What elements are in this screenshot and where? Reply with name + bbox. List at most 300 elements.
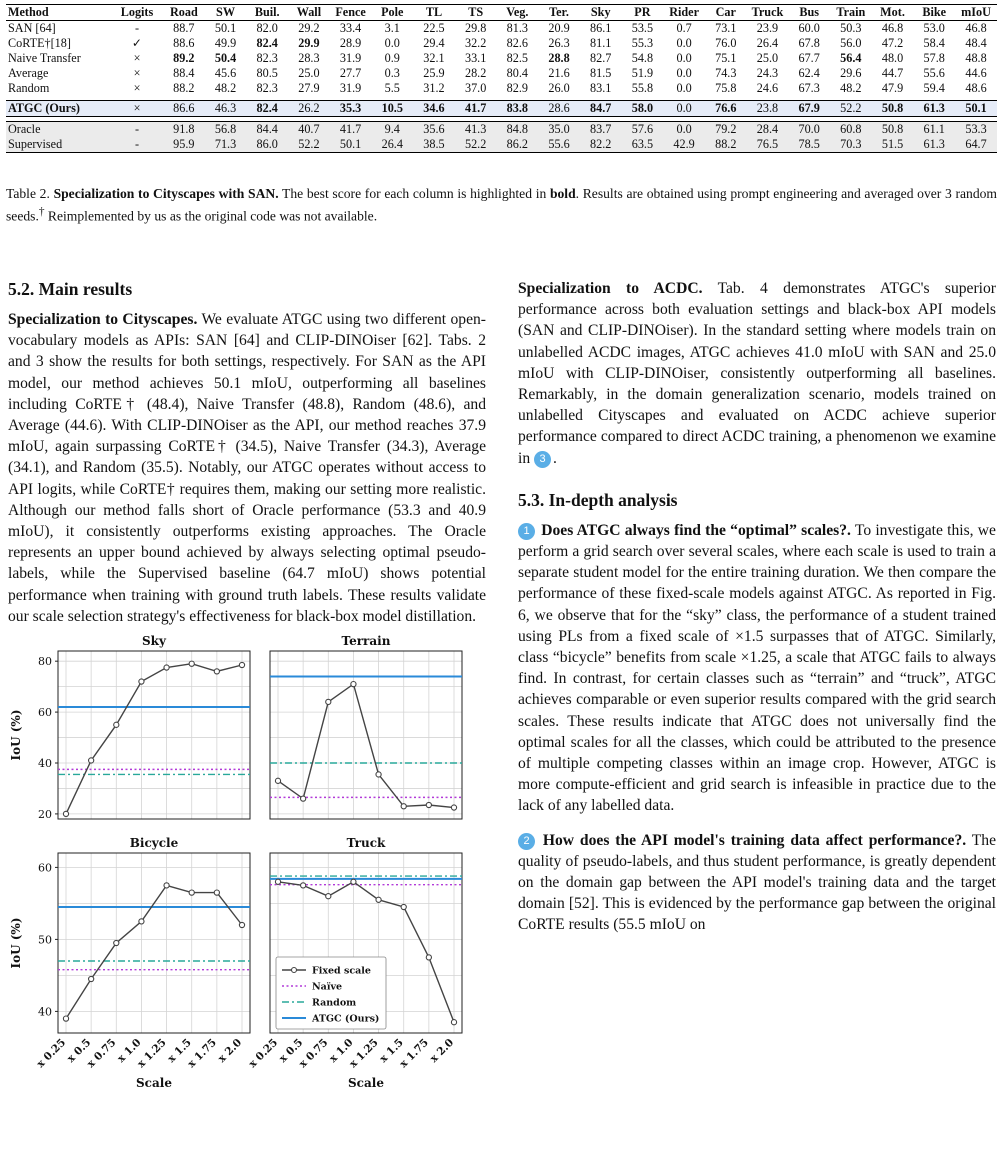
data-point [214,669,219,674]
x-tick-label: x 1.75 [397,1036,431,1071]
table-cell: 28.8 [548,51,570,65]
paragraph-title-acdc: Specialization to ACDC. [518,280,703,297]
column-header: Car [715,5,736,19]
column-header: Sky [590,5,611,19]
table-cell: 67.9 [788,101,830,117]
section-heading-main-results: 5.2. Main results [8,279,133,299]
results-table [6,4,997,153]
table-cell: 29.4 [423,36,445,50]
column-header: SW [216,5,236,19]
table-cell: 82.6 [506,36,528,50]
table-cell: - [111,137,163,153]
x-tick-label: x 1.5 [377,1036,406,1066]
column-header: Veg. [506,5,529,19]
table-cell: 81.3 [506,21,528,35]
table-cell: 29.8 [464,21,487,35]
data-point [326,894,331,899]
question-title-2: How does the API model's training data affect performance?. [542,831,967,849]
table-row [6,66,997,81]
table-cell: 84.4 [246,122,288,138]
table-cell: 28.6 [538,101,580,117]
figure-6-svg [4,627,490,1162]
row-label: Oracle [6,122,111,138]
x-tick-label: x 0.25 [246,1036,281,1071]
table-cell: 47.2 [881,36,904,50]
column-header: TL [425,5,443,19]
table-cell: 84.7 [580,101,622,117]
y-axis-label: IoU (%) [9,709,23,761]
table-cell: 67.7 [798,51,820,65]
table-cell: 26.3 [548,36,570,50]
data-point [139,679,144,684]
table-cell: 3.1 [384,21,400,35]
column-header: Method [8,5,49,19]
column-header: Rider [669,5,699,19]
data-point [301,796,306,801]
table-cell: 88.7 [173,21,195,35]
caption-title: Specialization to Cityscapes with SAN. [53,186,279,201]
row-label: Random [8,81,50,95]
table-cell: 0.7 [676,21,692,35]
table-cell: 28.3 [298,51,320,65]
table-caption [6,184,997,226]
table-cell: 58.4 [923,36,945,50]
table-cell: × [133,81,141,95]
x-tick-label: x 1.0 [115,1036,144,1066]
table-cell: 26.4 [371,137,413,153]
table-cell: 50.1 [955,101,997,117]
table-cell: 46.8 [881,21,904,35]
table-cell: 82.3 [256,81,278,95]
table-cell: 55.8 [631,81,654,95]
legend-label: Random [312,997,357,1009]
table-cell: 57.6 [622,122,664,138]
table-cell: 35.3 [330,101,372,117]
table-cell: 40.7 [288,122,330,138]
data-point [63,1016,68,1021]
table-cell: × [111,101,163,117]
table-cell: 75.1 [715,51,737,65]
table-cell: 25.0 [298,66,320,80]
caption-text-2: . Results are obtained using prompt engineering and averaged over 3 random seeds. [6,186,997,224]
table-cell: 48.4 [965,36,987,50]
table-cell: 54.8 [631,51,654,65]
table-cell: 76.0 [715,36,737,50]
table-cell: 81.1 [590,36,612,50]
table-cell: 29.2 [298,21,320,35]
column-header: Truck [751,5,784,19]
x-axis-label: Scale [348,1076,384,1090]
table-cell: 82.7 [590,51,612,65]
data-point [376,772,381,777]
table-cell: 50.4 [214,51,237,65]
column-header: Bus [799,5,819,19]
section-heading-in-depth: 5.3. In-depth analysis [518,489,678,510]
table-cell: 56.0 [840,36,862,50]
table-cell: 21.6 [548,66,570,80]
table-cell: 45.6 [214,66,237,80]
column-header: Bike [922,5,947,19]
table-cell: 44.6 [965,66,987,80]
legend-label: Naïve [312,981,343,993]
caption-dagger: † [38,206,45,218]
x-tick-label: x 1.25 [135,1036,169,1071]
x-tick-label: x 0.5 [64,1036,94,1066]
table-cell: 61.3 [913,137,955,153]
table-cell: 82.9 [506,81,528,95]
table-cell: 80.5 [256,66,278,80]
paragraph-q1 [518,520,996,817]
table-cell: 62.4 [798,66,820,80]
table-cell: 51.5 [872,137,914,153]
data-point [63,811,68,816]
table-cell: 58.0 [622,101,664,117]
table-cell: 89.2 [173,51,195,65]
column-header: TS [468,5,484,19]
table-cell: 37.0 [464,81,487,95]
table-cell: 63.5 [622,137,664,153]
table-cell: 67.3 [798,81,820,95]
x-tick-label: x 0.25 [34,1036,69,1071]
x-tick-label: x 2.0 [215,1036,245,1066]
table-cell: 64.7 [955,137,997,153]
data-point [189,890,194,895]
table-cell: 25.0 [756,51,779,65]
table-cell: 81.5 [590,66,612,80]
table-cell: 53.3 [955,122,997,138]
table-cell: 32.1 [423,51,445,65]
table-cell: 9.4 [371,122,413,138]
chart-title: Sky [142,634,166,648]
table-cell: 82.4 [246,101,288,117]
table-cell: 76.6 [705,101,747,117]
table-cell: 82.0 [256,21,278,35]
x-tick-label: x 1.0 [327,1036,356,1066]
data-point [214,890,219,895]
legend-label: Fixed scale [312,965,371,977]
y-tick-label: 60 [38,861,52,875]
table-cell: 22.5 [423,21,445,35]
table-cell: 0.0 [663,122,705,138]
row-label: SAN [64] [8,21,56,35]
table-cell: 76.5 [747,137,789,153]
table-cell: 50.8 [872,101,914,117]
column-header: Train [836,5,866,19]
paragraph-q2 [518,830,996,936]
data-point [239,922,244,927]
row-label: Average [8,66,49,80]
question-body-1: To investigate this, we perform a grid search over several scales, where each scale is used to train a separate student model for the entire training duration. We then compare the performance of these fixed-scale models against ATGC. As reported in Fig. 6, we observe that for the “sky” class, the performance of a student trained using PLs from a fixed scale of ×1.5 surpasses that of ATGC. Similarly, class “bicycle” benefits from scale ×1.25, a scale that ATGC fails to always find. In contrast, for certain classes such as “terrain” and “truck”, ATGC achieves comparable or even superior results compared with the grid search scales. These results indicate that ATGC does not universally find the optimal scales for all the classes, which could be attributed to the presence of multiple competing classes within an image crop. However, ATGC is more compute-efficient and grid search is infeasible in practice due to the lack of any labelled data. [518,521,996,815]
x-axis-label: Scale [136,1076,172,1090]
table-cell: 46.8 [965,21,987,35]
table-cell: 26.0 [548,81,570,95]
table-cell: - [134,21,140,35]
table-cell: 20.9 [548,21,570,35]
table-cell: 70.3 [830,137,872,153]
row-label: Supervised [6,137,111,153]
data-point [351,681,356,686]
paragraph-acdc: Specialization to ACDC. Tab. 4 demonstrates ATGC's superior performance across both evaluation settings and black-box API models (SAN and CLIP-DINOiser). In the standard setting where models train on unlabelled ACDC images, ATGC achieves 41.0 mIoU with SAN and 25.0 mIoU with CLIP-DINOiser, consistently outperforming all baselines. Remarkably, in the domain generalization scenario, models trained on unlabelled Cityscapes and evaluated on ACDC achieve superior performance compared to direct ACDC training, a phenomenon we examine in 3 . [518,280,996,467]
table-cell: 41.7 [330,122,372,138]
table-row [6,81,997,96]
column-header: PR [634,5,651,19]
x-tick-label: x 1.25 [347,1036,381,1071]
paragraph-body-acdc: Tab. 4 demonstrates ATGC's superior performance across both evaluation settings and black-box API models (SAN and CLIP-DINOiser). In the standard setting where models train on unlabelled ACDC images, ATGC achieves 41.0 mIoU with SAN and 25.0 mIoU with CLIP-DINOiser, consistently outperforming all baselines. Remarkably, in the domain generalization scenario, models trained on unlabelled Cityscapes and evaluated on ACDC achieve superior performance compared to direct ACDC training, a phenomenon we examine in [518,280,996,467]
table-cell: 46.3 [205,101,247,117]
data-point [451,1020,456,1025]
chart-title: Bicycle [129,836,179,850]
table-cell: 53.0 [923,21,945,35]
table-cell: 86.1 [590,21,612,35]
data-point [401,804,406,809]
table-cell: 0.0 [676,81,692,95]
table-cell: 0.0 [676,36,692,50]
question-number-1: 1 [518,523,535,540]
data-point [275,879,280,884]
table-cell: 28.2 [464,66,487,80]
table-cell: 88.6 [173,36,195,50]
table-cell: 52.2 [830,101,872,117]
plot-frame [58,651,250,819]
table-cell: 82.2 [580,137,622,153]
table-cell: 53.5 [631,21,654,35]
table-cell: 83.7 [580,122,622,138]
table-cell: 31.9 [339,81,362,95]
table-cell: 35.0 [538,122,580,138]
column-header: Fence [335,5,366,19]
question-body-2: The quality of pseudo-labels, and thus student performance, is greatly dependent on the domain gap between the API model's training data and the target domain [52]. This is evidenced by the performance gap between the original CoRTE results (55.5 mIoU on [518,831,996,934]
table-row [6,36,997,51]
table-cell: 0.0 [663,101,705,117]
y-tick-label: 80 [38,655,52,669]
table-row-ours [6,101,997,117]
table-cell: 70.0 [788,122,830,138]
x-tick-label: x 0.75 [84,1036,119,1071]
table-cell: 0.0 [384,36,400,50]
table-cell: 56.8 [205,122,247,138]
table-cell: 88.2 [705,137,747,153]
table-cell: 86.0 [246,137,288,153]
table-cell: 0.0 [676,51,692,65]
x-tick-label: x 0.75 [296,1036,331,1071]
table-cell: 51.9 [631,66,654,80]
table-cell: 41.3 [455,122,497,138]
y-tick-label: 50 [38,933,52,947]
data-point [89,758,94,763]
data-point [189,661,194,666]
table-cell: 80.4 [506,66,528,80]
data-point [426,955,431,960]
x-tick-label: x 1.75 [185,1036,219,1071]
table-cell: 67.8 [798,36,820,50]
table-cell: 83.1 [590,81,612,95]
paragraph-cityscapes [8,309,486,627]
data-point [376,897,381,902]
table-cell: 31.9 [339,51,362,65]
table-cell: 25.9 [423,66,445,80]
table-row-reference [6,122,997,138]
table-cell: 82.4 [256,36,278,50]
x-tick-label: x 1.5 [165,1036,194,1066]
table-cell: 0.3 [384,66,400,80]
column-header: Mot. [880,5,905,19]
data-point [351,879,356,884]
legend-label: ATGC (Ours) [312,1013,380,1025]
legend-marker [292,968,297,973]
data-point [326,699,331,704]
table-cell: 78.5 [788,137,830,153]
table-cell: 50.1 [214,21,237,35]
table-cell: 55.6 [923,66,945,80]
table-cell: 27.7 [339,66,362,80]
column-header: Logits [120,5,154,19]
column-header: Buil. [254,5,280,19]
table-cell: 88.4 [173,66,195,80]
figure-6 [4,627,490,1162]
data-point [164,883,169,888]
data-point [239,662,244,667]
table-cell: 73.1 [715,21,737,35]
table-cell: 27.9 [298,81,320,95]
table-cell: 29.9 [298,36,320,50]
table-cell: 71.3 [205,137,247,153]
table-body [6,21,997,153]
table-cell: 60.8 [830,122,872,138]
table-cell: 48.0 [881,51,904,65]
table-cell: 59.4 [923,81,945,95]
paragraph-body-cityscapes: We evaluate ATGC using two different open-vocabulary models as APIs: SAN [64] and CLIP-DINOiser [62]. Tabs. 2 and 3 show the results for both settings, respectively. For SAN as the API model, our method achieves 50.1 mIoU, outperforming all baselines including CoRTE† (48.4), Naive Transfer (48.8), Random (48.6), and Average (44.6). With CLIP-DINOiser as the API, our method reaches 37.9 mIoU, again surpassing CoRTE† (34.5), Naive Transfer (34.3), Average (34.1), and Random (35.5). Notably, our ATGC operates without access to API logits, while CoRTE† requires them, making our setting more realistic. Although our method falls short of Oracle performance (53.3 and 40.9 mIoU), it consistently outperforms existing approaches. The Oracle represents an upper bound achieved by always selecting optimal pseudo-labels, while the Supervised baseline (64.7 mIoU) shows potential performance when training with ground truth labels. These results validate our scale selection strategy's effectiveness for black-box model distillation. [8,311,486,625]
table-cell: 60.0 [798,21,820,35]
table-cell: 57.8 [923,51,945,65]
table-cell: 26.2 [288,101,330,117]
table-cell: 44.7 [881,66,904,80]
y-tick-label: 40 [38,757,52,770]
table-cell: 50.1 [330,137,372,153]
table-cell: 61.3 [913,101,955,117]
data-point [114,940,119,945]
table-cell: 32.2 [464,36,487,50]
table-cell: 48.8 [965,51,987,65]
table-cell: 10.5 [371,101,413,117]
caption-label: Table 2. [6,186,50,201]
right-column [518,278,996,949]
table-cell: 91.8 [163,122,205,138]
y-axis-label: IoU (%) [9,917,23,969]
table-cell: 95.9 [163,137,205,153]
table-row [6,21,997,37]
column-header: Wall [296,5,322,19]
caption-text-3: Reimplemented by us as the original code was not available. [44,208,378,224]
table-cell: 75.8 [715,81,737,95]
table-cell: 50.3 [840,21,862,35]
left-column [8,278,486,640]
table-cell: 24.3 [756,66,779,80]
table-cell: 49.9 [214,36,237,50]
fixed-scale-line [278,684,454,807]
fixed-scale-line [66,885,242,1018]
data-point [401,904,406,909]
column-header: Pole [381,5,404,19]
column-header: Road [169,5,198,19]
x-tick-label: x 0.5 [276,1036,306,1066]
y-tick-label: 20 [38,807,52,821]
table-cell: 26.4 [756,36,779,50]
table-cell: 33.1 [464,51,487,65]
column-header: Ter. [549,5,569,19]
table-cell: 47.9 [881,81,904,95]
table-cell: × [133,51,141,65]
table-cell: 31.2 [423,81,445,95]
data-point [275,778,280,783]
table-cell: 41.7 [455,101,497,117]
table-header-row [6,5,997,21]
table-cell: 0.0 [676,66,692,80]
data-point [301,883,306,888]
caption-text-1: The best score for each column is highlighted in [278,186,550,201]
question-title-1: Does ATGC always find the “optimal” scales?. [541,521,851,539]
table-cell: 42.9 [663,137,705,153]
data-point [164,665,169,670]
table-cell: 83.8 [497,101,539,117]
paragraph-title-cityscapes: Specialization to Cityscapes. [8,311,198,328]
table-cell: 74.3 [715,66,737,80]
table-cell: 29.6 [840,66,862,80]
table-cell: 38.5 [413,137,455,153]
data-point [89,976,94,981]
table-cell: 23.9 [756,21,779,35]
table-cell: 28.9 [339,36,362,50]
table-cell: 79.2 [705,122,747,138]
caption-bold-word: bold [549,186,576,201]
y-tick-label: 60 [38,706,52,720]
column-header: mIoU [961,5,991,19]
data-point [426,802,431,807]
row-label: ATGC (Ours) [6,101,111,117]
x-tick-label: x 2.0 [427,1036,457,1066]
table-cell: 86.2 [497,137,539,153]
table-cell: 48.2 [840,81,862,95]
table-row [6,51,997,66]
results-table-container [6,4,997,153]
table-cell: 52.2 [455,137,497,153]
y-tick-label: 40 [38,1005,52,1019]
row-label: Naive Transfer [8,51,81,65]
plot-frame [58,853,250,1033]
table-row-reference [6,137,997,153]
table-cell: 82.3 [256,51,278,65]
table-cell: 61.1 [913,122,955,138]
data-point [451,805,456,810]
table-cell: 50.8 [872,122,914,138]
table-cell: 56.4 [840,51,862,65]
table-cell: 48.2 [214,81,237,95]
table-cell: 23.8 [747,101,789,117]
chart-title: Truck [346,836,386,850]
question-number-2: 2 [518,833,535,850]
row-label: CoRTE†[18] [8,36,71,50]
table-cell: 28.4 [747,122,789,138]
chart-title: Terrain [341,634,391,648]
ref-circle-3[interactable]: 3 [534,451,551,468]
data-point [114,722,119,727]
table-cell: 55.6 [538,137,580,153]
table-cell: 55.3 [631,36,654,50]
table-cell: 5.5 [384,81,400,95]
table-cell: 88.2 [173,81,195,95]
table-cell: 0.9 [384,51,400,65]
data-point [139,919,144,924]
table-cell: 34.6 [413,101,455,117]
